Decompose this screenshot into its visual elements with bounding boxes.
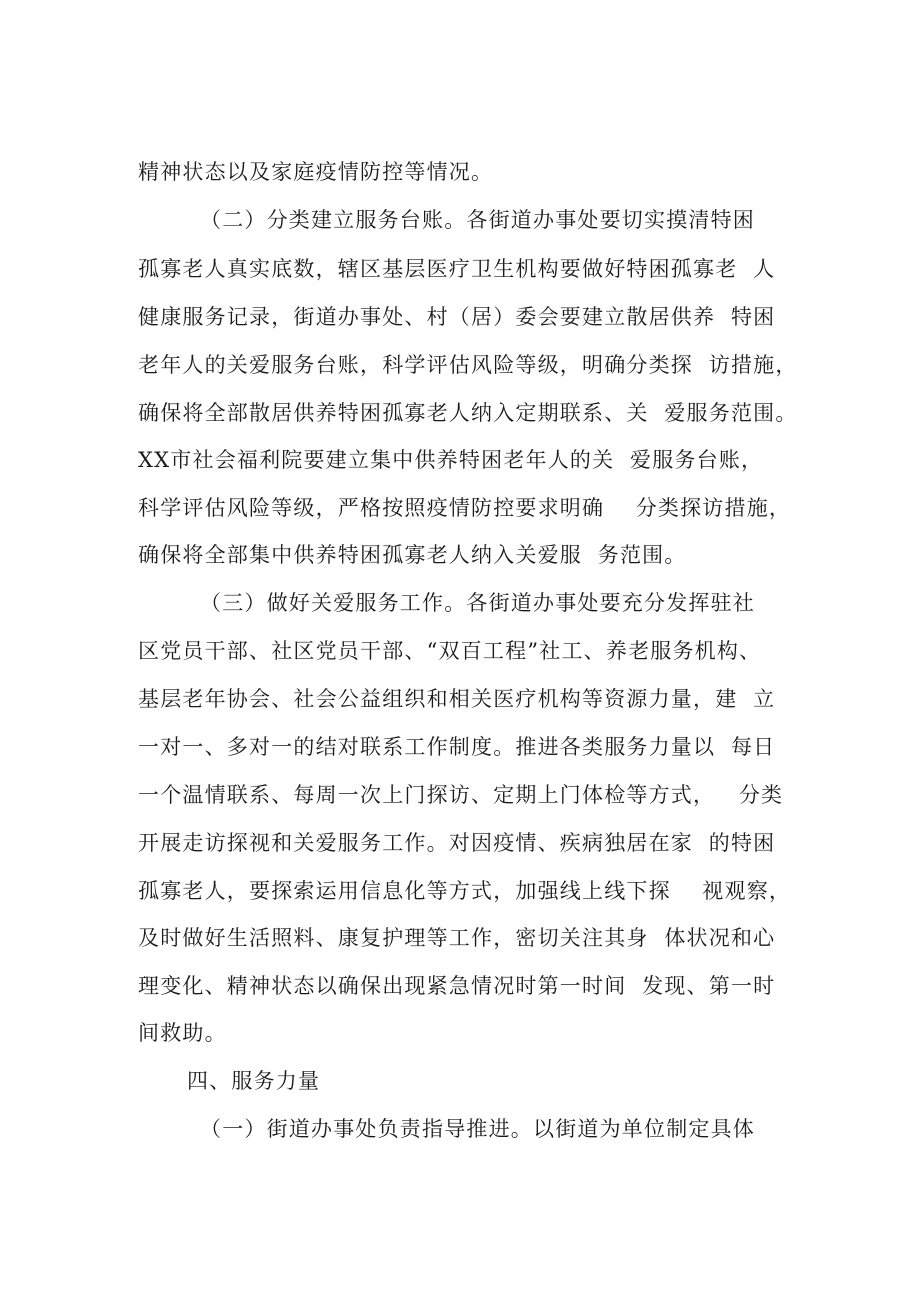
section-heading: 四、服务力量 <box>187 1069 321 1093</box>
text-line: 健康服务记录，街道办事处、村（居）委会要建立散居供养 特困 <box>138 305 776 329</box>
section-heading-paragraph: （三）做好关爱服务工作。各街道办事处要充分发挥驻社 <box>200 591 755 615</box>
section-heading-paragraph: （一）街道办事处负责指导推进。以街道为单位制定具体 <box>200 1117 755 1141</box>
text-line: 区党员干部、社区党员干部、“双百工程”社工、养老服务机构、 <box>138 639 762 663</box>
text-line: 精神状态以及家庭疫情防控等情况。 <box>138 160 494 184</box>
text-line: 确保将全部集中供养特困孤寡老人纳入关爱服 务范围。 <box>138 543 687 567</box>
text-line: 一个温情联系、每周一次上门探访、定期上门体检等方式， 分类 <box>138 783 784 807</box>
text-line: 一对一、多对一的结对联系工作制度。推进各类服务力量以 每日 <box>138 735 776 759</box>
text-line: 间救助。 <box>138 1021 227 1045</box>
text-line: XX市社会福利院要建立集中供养特困老年人的关 爱服务台账， <box>138 448 764 472</box>
text-line: 基层老年协会、社会公益组织和相关医疗机构等资源力量，建 立 <box>138 687 776 711</box>
text-line: 确保将全部散居供养特困孤寡老人纳入定期联系、关 爱服务范围。 <box>138 401 798 425</box>
text-line: 科学评估风险等级，严格按照疫情防控要求明确 分类探访措施， <box>138 496 792 520</box>
text-line: 孤寡老人真实底数，辖区基层医疗卫生机构要做好特困孤寡老 人 <box>138 257 776 281</box>
text-line: 开展走访探视和关爱服务工作。对因疫情、疾病独居在家 的特困 <box>138 831 776 855</box>
text-line: 及时做好生活照料、康复护理等工作，密切关注其身 体状况和心 <box>138 926 776 950</box>
text-line: 理变化、精神状态以确保出现紧急情况时第一时间 发现、第一时 <box>138 974 776 998</box>
text-line: 老年人的关爱服务台账，科学评估风险等级，明确分类探 访措施， <box>138 353 798 377</box>
section-heading-paragraph: （二）分类建立服务台账。各街道办事处要切实摸清特困 <box>200 208 755 232</box>
text-line: 孤寡老人，要探索运用信息化等方式，加强线上线下探 视观察， <box>138 879 792 903</box>
